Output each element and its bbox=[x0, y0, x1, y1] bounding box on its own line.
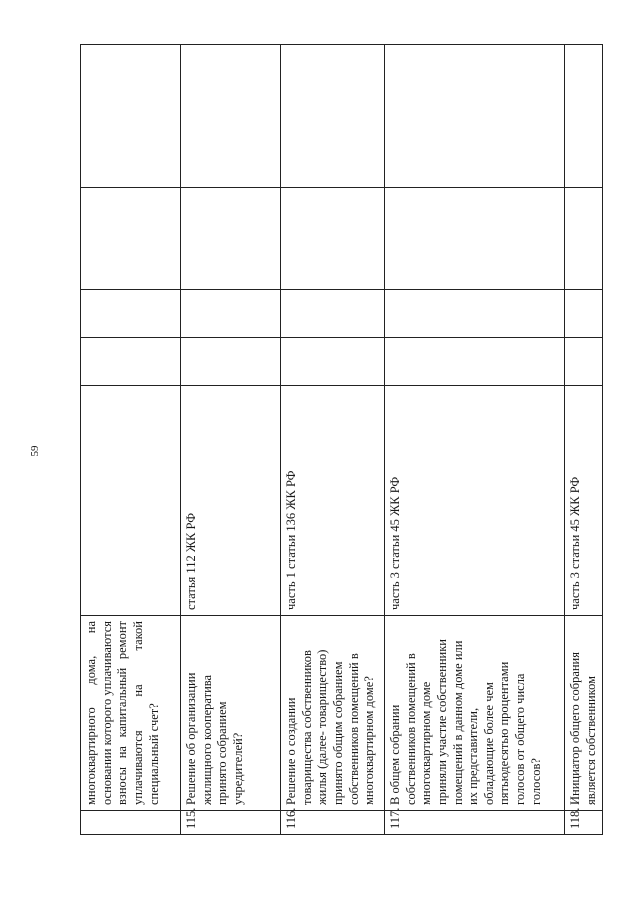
question-cell: В общем собрании собственников помещений в многоквартирном доме приняли участие собственники помещений в данном доме или их представители, обладающие более чем пятьюдесятью процентами голосов от общего числа голосов? bbox=[385, 616, 565, 811]
question-cell: Решение об организации жилищного кооператива принято собранием учредителей? bbox=[181, 616, 281, 811]
empty-cell bbox=[385, 45, 565, 188]
checklist-table bbox=[80, 44, 603, 835]
reference-cell: часть 3 статьи 45 ЖК РФ bbox=[385, 386, 565, 616]
question-cell: Решение о создании товарищества собственников жилья (далее- товарищество) принято общим собранием собственников помещений в многоквартирном доме? bbox=[281, 616, 385, 811]
table-row bbox=[81, 45, 181, 835]
empty-cell bbox=[81, 338, 181, 386]
row-number-cell: 117. bbox=[385, 811, 565, 835]
empty-cell bbox=[281, 45, 385, 188]
empty-cell bbox=[565, 45, 603, 188]
reference-cell bbox=[81, 386, 181, 616]
empty-cell bbox=[81, 188, 181, 290]
reference-cell: часть 1 статьи 136 ЖК РФ bbox=[281, 386, 385, 616]
empty-cell bbox=[565, 290, 603, 338]
empty-cell bbox=[181, 338, 281, 386]
empty-cell bbox=[81, 290, 181, 338]
empty-cell bbox=[81, 45, 181, 188]
question-cell: Инициатор общего собрания является собственником bbox=[565, 616, 603, 811]
table-row bbox=[181, 45, 281, 835]
table-row bbox=[281, 45, 385, 835]
empty-cell bbox=[281, 188, 385, 290]
reference-cell: часть 3 статьи 45 ЖК РФ bbox=[565, 386, 603, 616]
row-number-cell: 116. bbox=[281, 811, 385, 835]
empty-cell bbox=[281, 338, 385, 386]
reference-cell: статья 112 ЖК РФ bbox=[181, 386, 281, 616]
table-row bbox=[565, 45, 603, 835]
empty-cell bbox=[281, 290, 385, 338]
empty-cell bbox=[385, 188, 565, 290]
empty-cell bbox=[181, 45, 281, 188]
empty-cell bbox=[565, 338, 603, 386]
empty-cell bbox=[565, 188, 603, 290]
row-number-cell bbox=[81, 811, 181, 835]
empty-cell bbox=[181, 290, 281, 338]
row-number-cell: 115. bbox=[181, 811, 281, 835]
page-number: 59 bbox=[29, 445, 41, 457]
document-area bbox=[80, 45, 600, 835]
question-cell: многоквартирного дома, на основании которого уплачиваются взносы на капитальный ремонт уплачиваются на такой специальный счет? bbox=[81, 616, 181, 811]
row-number-cell: 118. bbox=[565, 811, 603, 835]
table-row bbox=[385, 45, 565, 835]
empty-cell bbox=[385, 338, 565, 386]
empty-cell bbox=[181, 188, 281, 290]
empty-cell bbox=[385, 290, 565, 338]
